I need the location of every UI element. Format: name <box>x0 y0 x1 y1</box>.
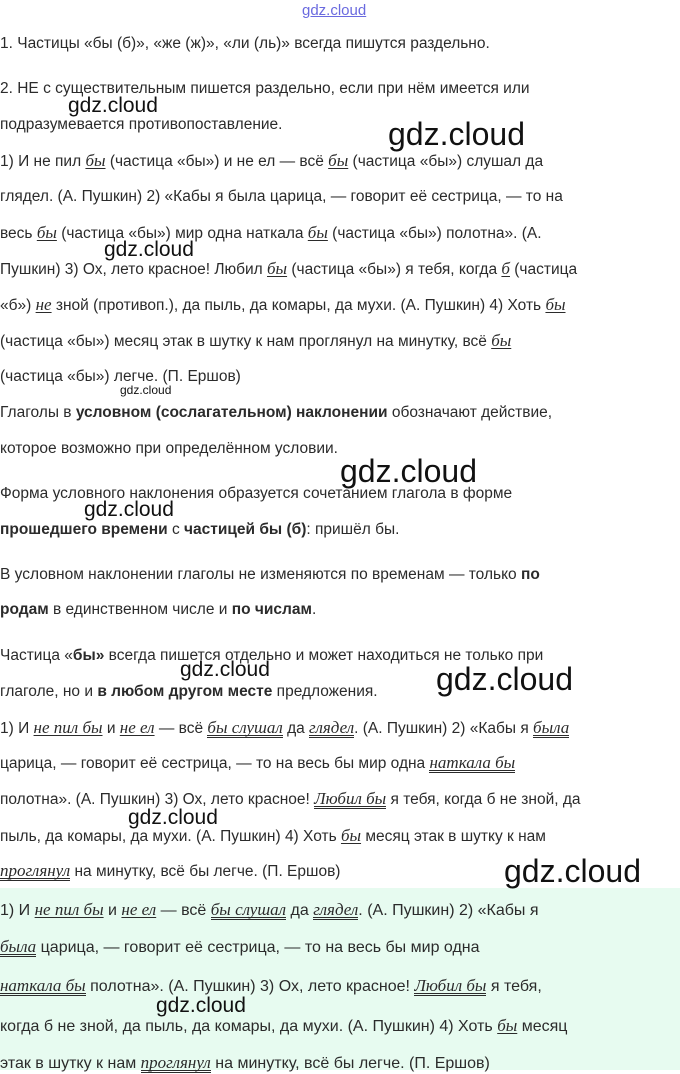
particle: не <box>35 295 52 314</box>
example2-line: проглянул на минутку, всё бы легче. (П. Ершов) <box>0 861 341 880</box>
theory-line: Глаголы в условном (сослагательном) наклонении обозначают действие, <box>0 404 553 421</box>
predicate: проглянул <box>0 861 71 880</box>
example3-line: 1) И не пил бы и не ел — всё бы слушал да глядел. (А. Пушкин) 2) «Кабы я <box>0 900 539 919</box>
theory-line: родам в единственном числе и по числам. <box>0 601 317 618</box>
predicate-negation: не пил бы <box>33 718 103 737</box>
example1-line: 1) И не пил бы (частица «бы») и не ел — всё бы (частица «бы») слушал да <box>0 151 544 170</box>
predicate: проглянул <box>140 1053 211 1072</box>
example1-line: (частица «бы») месяц этак в шутку к нам проглянул на минутку, всё бы <box>0 331 512 350</box>
theory-line: прошедшего времени с частицей бы (б): пришёл бы. <box>0 521 400 538</box>
theory-line: Частица «бы» всегда пишется отдельно и может находиться не только при <box>0 647 544 664</box>
rule-2-line: подразумевается противопоставление. <box>0 116 283 133</box>
predicate: глядел <box>309 718 355 737</box>
example2-line: царица, — говорит её сестрица, — то на весь бы мир одна наткала бы <box>0 753 516 772</box>
watermark: gdz.cloud <box>68 94 158 117</box>
particle: бы <box>340 826 362 845</box>
watermark: gdz.cloud <box>180 658 270 681</box>
predicate-negation: не пил бы <box>34 900 104 919</box>
particle: бы <box>36 223 57 242</box>
predicate: наткала бы <box>429 753 516 772</box>
predicate: была <box>0 937 37 956</box>
watermark: gdz.cloud <box>156 994 246 1017</box>
example2-line: 1) И не пил бы и не ел — всё бы слушал да глядел. (А. Пушкин) 2) «Кабы я была <box>0 718 570 737</box>
watermark: gdz.cloud <box>128 806 218 829</box>
watermark: gdz.cloud <box>340 453 477 489</box>
predicate-negation: не ел <box>119 718 155 737</box>
predicate-negation: не ел <box>121 900 157 919</box>
example3-line: была царица, — говорит её сестрица, — то на весь бы мир одна <box>0 937 480 956</box>
watermark: gdz.cloud <box>388 116 525 152</box>
predicate: бы слушал <box>210 900 287 919</box>
particle: бы <box>267 259 288 278</box>
particle: бы <box>307 223 328 242</box>
example1-line: Пушкин) 3) Ох, лето красное! Любил бы (частица «бы») я тебя, когда б (частица <box>0 259 578 278</box>
example3-line: когда б не зной, да пыль, да комары, да мухи. (А. Пушкин) 4) Хоть бы месяц <box>0 1016 568 1035</box>
predicate: бы слушал <box>207 718 283 737</box>
theory-line: глаголе, но и в любом другом месте предложения. <box>0 683 378 700</box>
particle: бы <box>85 151 106 170</box>
predicate: наткала бы <box>0 976 86 995</box>
predicate: Любил бы <box>314 789 387 808</box>
particle: бы <box>545 295 566 314</box>
example2-line: пыль, да комары, да мухи. (А. Пушкин) 4) Хоть бы месяц этак в шутку к нам <box>0 826 546 845</box>
particle: бы <box>491 331 512 350</box>
rule-1: 1. Частицы «бы (б)», «же (ж)», «ли (ль)» всегда пишутся раздельно. <box>0 35 490 52</box>
rule-2-line: 2. НЕ с существительным пишется раздельно, если при нём имеется или <box>0 80 530 97</box>
watermark: gdz.cloud <box>436 661 573 697</box>
theory-line: Форма условного наклонения образуется сочетанием глагола в форме <box>0 485 513 502</box>
watermark-top[interactable]: gdz.cloud <box>302 2 367 19</box>
example1-line: «б») не зной (противоп.), да пыль, да комары, да мухи. (А. Пушкин) 4) Хоть бы <box>0 295 566 314</box>
example2-line: полотна». (А. Пушкин) 3) Ох, лето красное! Любил бы я тебя, когда б не зной, да <box>0 789 581 808</box>
theory-line: которое возможно при определённом условии. <box>0 440 338 457</box>
example3-line: наткала бы полотна». (А. Пушкин) 3) Ох, лето красное! Любил бы я тебя, <box>0 976 542 995</box>
predicate: была <box>533 718 570 737</box>
example1-line: глядел. (А. Пушкин) 2) «Кабы я была царица, — говорит её сестрица, — то на <box>0 188 563 205</box>
particle: бы <box>328 151 349 170</box>
particle: бы <box>497 1016 518 1035</box>
example1-line: весь бы (частица «бы») мир одна наткала бы (частица «бы») полотна». (А. <box>0 223 542 242</box>
predicate: глядел <box>313 900 359 919</box>
watermark: gdz.cloud <box>104 238 194 261</box>
example1-line: (частица «бы») легче. (П. Ершов) <box>0 368 241 385</box>
watermark: gdz.cloud <box>120 383 172 397</box>
theory-line: В условном наклонении глаголы не изменяются по временам — только по <box>0 566 540 583</box>
example3-line: этак в шутку к нам проглянул на минутку, всё бы легче. (П. Ершов) <box>0 1053 490 1072</box>
predicate: Любил бы <box>414 976 487 995</box>
particle: б <box>501 259 510 278</box>
watermark: gdz.cloud <box>84 498 174 521</box>
watermark: gdz.cloud <box>504 853 641 889</box>
